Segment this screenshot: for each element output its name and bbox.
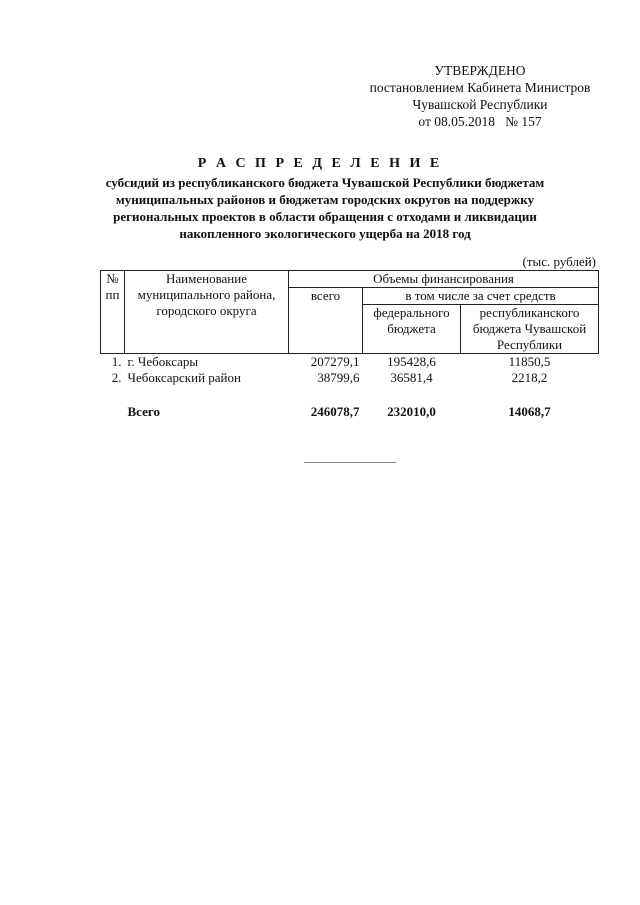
row-republic: 2218,2 — [511, 370, 548, 385]
approval-republic: Чувашской Республики — [412, 97, 548, 112]
header-republic: республиканского бюджета Чувашской Республики — [461, 305, 599, 354]
row-name: Чебоксарский район — [127, 370, 241, 385]
totals-federal: 232010,0 — [387, 404, 436, 419]
header-name: Наименование муниципального района, городского округа — [125, 271, 289, 354]
header-federal: федерального бюджета — [363, 305, 461, 354]
header-number: № пп — [101, 271, 125, 354]
row-name: г. Чебоксары — [127, 354, 199, 369]
closing-divider — [304, 462, 396, 463]
approval-block — [360, 62, 600, 130]
spacer-row — [101, 386, 599, 404]
totals-republic: 14068,7 — [508, 404, 551, 419]
row-number: 2. — [111, 370, 122, 385]
table-row — [101, 370, 599, 386]
document-subtitle: субсидий из республиканского бюджета Чувашской Республики бюджетам муниципальных районов и бюджетам городских округов на поддержку региональных проектов в области обращения с отходами и ликвидации накопленного экологического ущерба на 2018 год — [105, 175, 545, 241]
totals-label: Всего — [127, 404, 160, 419]
header-total: всего — [289, 288, 363, 354]
approval-issuer: постановлением Кабинета Министров — [369, 80, 591, 95]
totals-total: 246078,7 — [310, 404, 360, 419]
row-federal: 36581,4 — [390, 370, 433, 385]
row-republic: 11850,5 — [508, 354, 551, 369]
financing-table — [100, 270, 599, 420]
row-total: 38799,6 — [317, 370, 360, 385]
header-including: в том числе за счет средств — [363, 288, 599, 305]
approval-date-number: от 08.05.2018 № 157 — [418, 114, 542, 129]
row-total: 207279,1 — [310, 354, 360, 369]
units-label: (тыс. рублей) — [522, 254, 596, 269]
approval-stamp: УТВЕРЖДЕНО — [434, 63, 526, 78]
totals-row — [101, 404, 599, 420]
table-row — [101, 354, 599, 371]
row-number: 1. — [111, 354, 122, 369]
row-federal: 195428,6 — [387, 354, 436, 369]
document-title: Р А С П Р Е Д Е Л Е Н И Е — [197, 156, 443, 171]
header-volume: Объемы финансирования — [289, 271, 599, 288]
